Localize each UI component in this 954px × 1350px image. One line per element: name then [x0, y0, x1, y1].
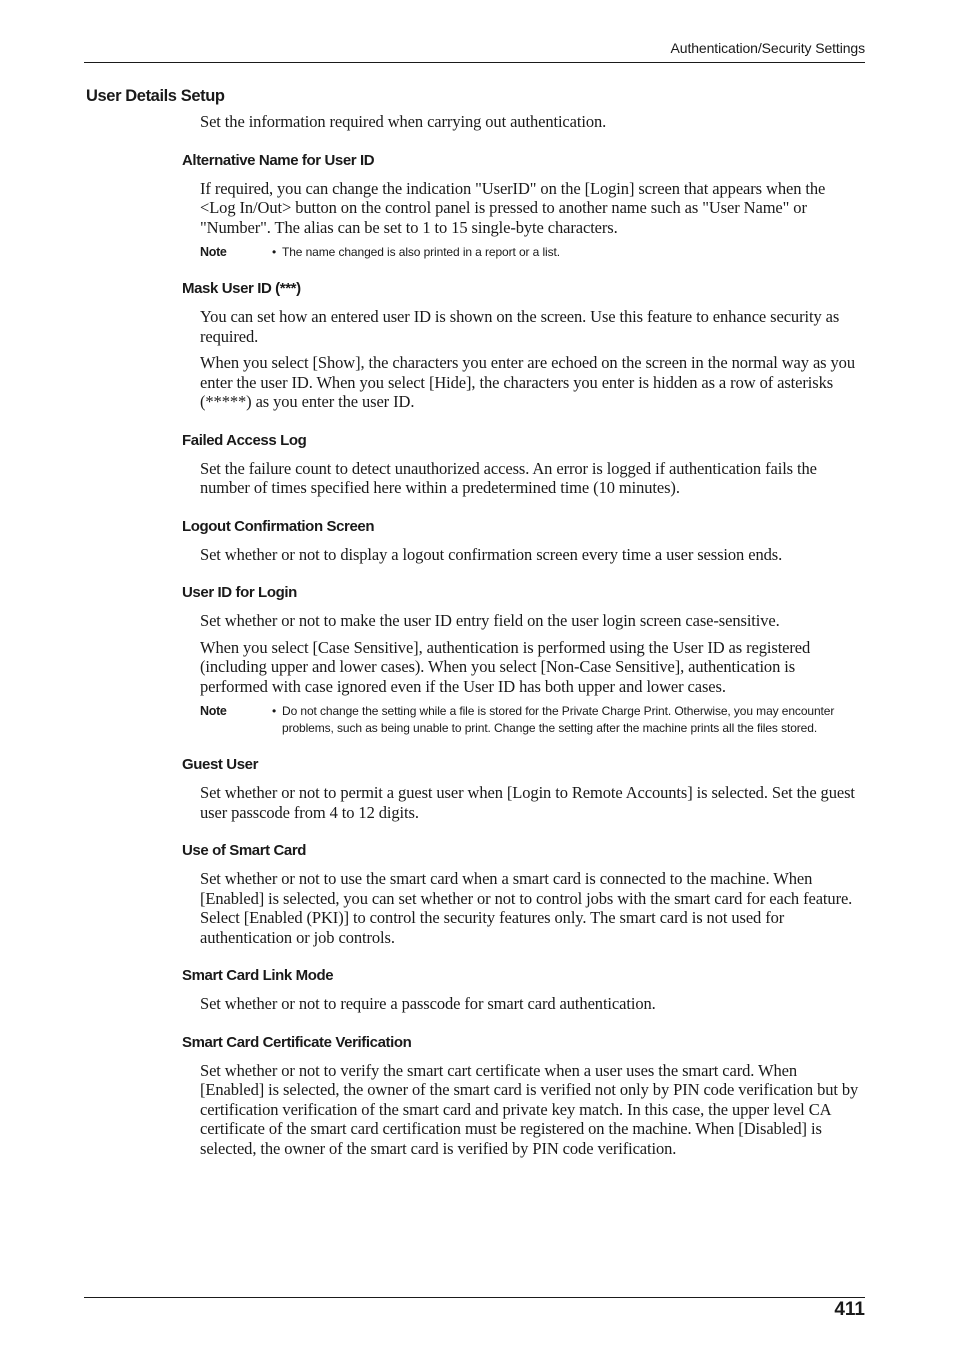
- section-heading: Mask User ID (***): [182, 280, 301, 297]
- main-content: [86, 86, 865, 1158]
- note-label: Note: [200, 704, 227, 718]
- section-smart-card-certificate-verification: [86, 1033, 865, 1159]
- section-guest-user: [86, 755, 865, 822]
- section-heading: Smart Card Certificate Verification: [182, 1033, 412, 1051]
- section-paragraph: When you select [Case Sensitive], authentication is performed using the User ID as registered (including upper and lower cases). When you select [Non-Case Sensitive], authentication is performed with case ignored even if the User ID has both upper and lower cases.: [200, 637, 811, 696]
- section-paragraph: Set whether or not to require a passcode for smart card authentication.: [200, 994, 656, 1013]
- section-alternative-name: [86, 151, 865, 262]
- bullet-icon: •: [272, 704, 277, 718]
- section-heading: Smart Card Link Mode: [182, 967, 334, 984]
- page-number: 411: [834, 1299, 865, 1320]
- section-heading: User ID for Login: [182, 584, 297, 601]
- section-paragraph: Set whether or not to use the smart card when a smart card is connected to the machine. When [Enabled] is selected, you can set whether or not to control jobs with the smart card for each feature. Select [Enabled (PKI)] to control the security features only. The smart card is not used for authentication or job controls.: [200, 869, 853, 947]
- section-heading: Failed Access Log: [182, 431, 307, 449]
- section-smart-card-link-mode: [86, 966, 865, 1014]
- running-header: Authentication/Security Settings: [670, 40, 865, 56]
- section-heading: Guest User: [182, 756, 259, 773]
- section-use-of-smart-card: [86, 841, 865, 947]
- section-paragraph: You can set how an entered user ID is shown on the screen. Use this feature to enhance security as required.: [200, 307, 840, 346]
- section-failed-access-log: [86, 431, 865, 498]
- note: [86, 244, 865, 261]
- section-paragraph: When you select [Show], the characters you enter are echoed on the screen in the normal way as you enter the user ID. When you select [Hide], the characters you enter is hidden as a row of asterisks (*****) as you enter the user ID.: [200, 353, 855, 411]
- page-title: User Details Setup: [86, 87, 225, 105]
- section-heading: Use of Smart Card: [182, 842, 307, 859]
- section-paragraph: Set whether or not to verify the smart cart certificate when a user uses the smart card. When [Enabled] is selected, the owner of the smart card is verified not only by PIN code verification but by certification verification of the smart card and private key match. In this case, the upper level CA certificate of the smart card certification must be registered on the machine. When [Disabled] is selected, the owner of the smart card is verified by PIN code verification.: [200, 1060, 859, 1158]
- section-paragraph: Set whether or not to permit a guest user when [Login to Remote Accounts] is selected. Set the guest user passcode from 4 to 12 digits.: [200, 783, 855, 822]
- bullet-icon: •: [272, 245, 277, 259]
- section-paragraph: If required, you can change the indication "UserID" on the [Login] screen that appears when the <Log In/Out> button on the control panel is pressed to another name such as "User Name" or "Number". The alias can be set to 1 to 15 single-byte characters.: [200, 178, 826, 237]
- note-text: Do not change the setting while a file is stored for the Private Charge Print. Otherwise, you may encounter problems, such as being unable to print. Change the setting after the machine prints all the files stored.: [282, 704, 835, 735]
- note-label: Note: [200, 245, 227, 259]
- note: [86, 703, 865, 737]
- section-logout-confirmation: [86, 517, 865, 565]
- section-paragraph: Set the failure count to detect unauthorized access. An error is logged if authentication fails the number of times specified here within a predetermined time (10 minutes).: [200, 458, 817, 497]
- section-paragraph: Set whether or not to display a logout confirmation screen every time a user session ends.: [200, 544, 783, 564]
- intro-paragraph: Set the information required when carrying out authentication.: [200, 112, 607, 131]
- section-heading: Alternative Name for User ID: [182, 151, 375, 169]
- section-user-id-for-login: [86, 583, 865, 737]
- section-mask-user-id: [86, 279, 865, 412]
- note-text: The name changed is also printed in a report or a list.: [282, 245, 560, 259]
- section-heading: Logout Confirmation Screen: [182, 517, 375, 535]
- footer-divider: [84, 1297, 865, 1298]
- header-divider: [84, 62, 865, 63]
- section-paragraph: Set whether or not to make the user ID entry field on the user login screen case-sensitive.: [200, 611, 780, 630]
